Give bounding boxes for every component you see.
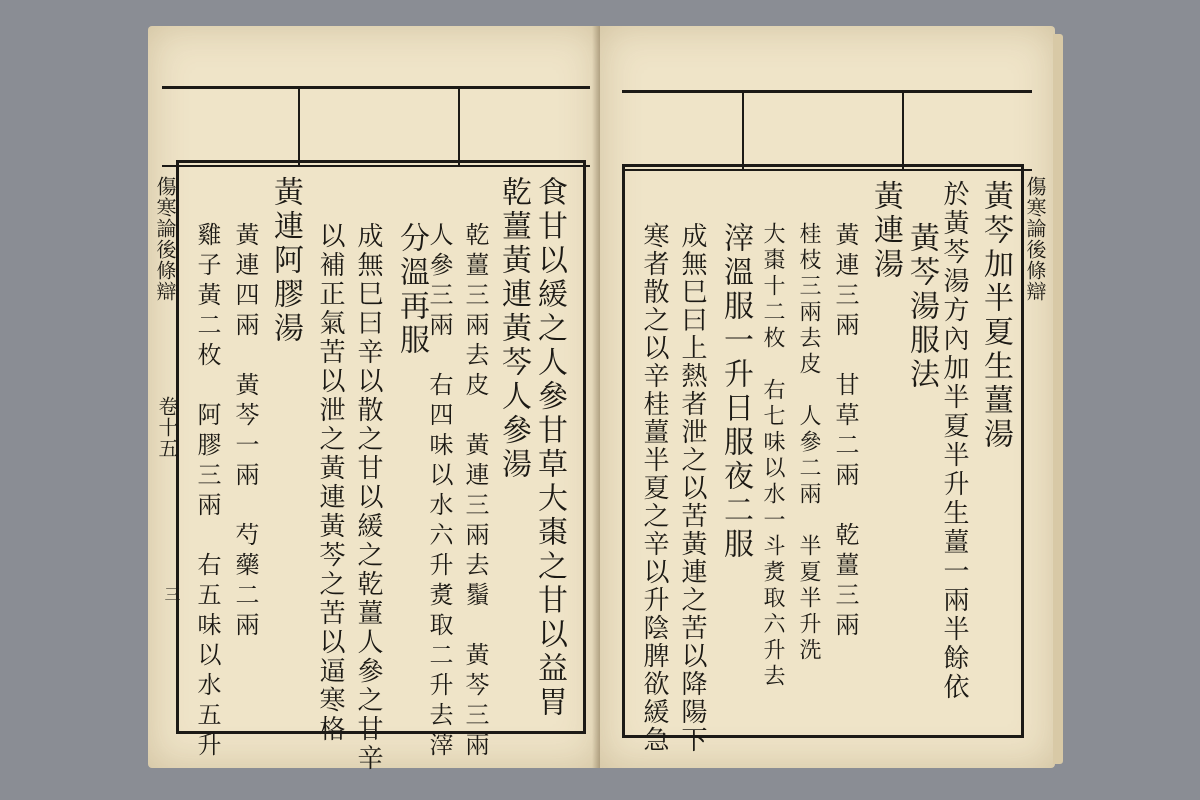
left-col-7: 以補正氣苦以泄之黃連黃芩之苦以逼寒格 (315, 222, 345, 744)
left-col-2: 乾薑黃連黃芩人參湯 (496, 176, 531, 482)
left-col-3: 乾薑三兩去皮 黃連三兩去鬚 黃芩三兩 (461, 222, 489, 762)
left-page (148, 26, 600, 773)
left-col-8: 黃連阿膠湯 (268, 176, 303, 346)
left-volume-label: 卷十五 (155, 396, 179, 459)
right-col-7: 大棗十二枚 右七味以水一斗煑取六升去 (760, 222, 785, 690)
left-col-5: 分溫再服 (394, 222, 429, 358)
right-col-3: 黃芩湯服法 (904, 222, 939, 392)
right-header-band (622, 90, 1032, 171)
right-col-6: 桂枝三兩去皮 人參二兩 半夏半升洗 (796, 222, 821, 664)
right-col-9: 成無巳曰上熱者泄之以苦黃連之苦以降陽下 (677, 222, 707, 754)
right-margin-title: 傷寒論後條辯 (1023, 176, 1047, 302)
left-col-1: 食甘以緩之人參甘草大棗之甘以益胃 (532, 176, 567, 720)
left-col-4: 人參三兩 右四味以水六升煑取二升去滓 (425, 222, 453, 762)
page-edge (1053, 34, 1063, 764)
right-col-2: 於黃芩湯方內加半夏半升生薑一兩半餘依 (939, 180, 969, 702)
right-col-8: 滓溫服一升日服夜二服 (718, 222, 753, 562)
open-book (148, 26, 1063, 774)
left-col-10: 雞子黃二枚 阿膠三兩 右五味以水五升 (193, 222, 221, 762)
left-col-9: 黃連四兩 黃芩一兩 芍藥二兩 (231, 222, 259, 642)
right-col-10: 寒者散之以辛桂薑半夏之辛以升陰脾欲緩急 (639, 222, 669, 754)
right-page (600, 26, 1055, 768)
right-col-1: 黃芩加半夏生薑湯 (978, 180, 1013, 452)
right-col-4: 黃連湯 (868, 180, 903, 282)
left-margin-title: 傷寒論後條辯 (153, 176, 177, 302)
right-col-5: 黃連三兩 甘草二兩 乾薑三兩 (831, 222, 859, 642)
left-header-band (162, 86, 590, 167)
left-col-6: 成無巳曰辛以散之甘以緩之乾薑人參之甘辛 (353, 222, 383, 773)
left-page-number: 三 (162, 586, 181, 602)
